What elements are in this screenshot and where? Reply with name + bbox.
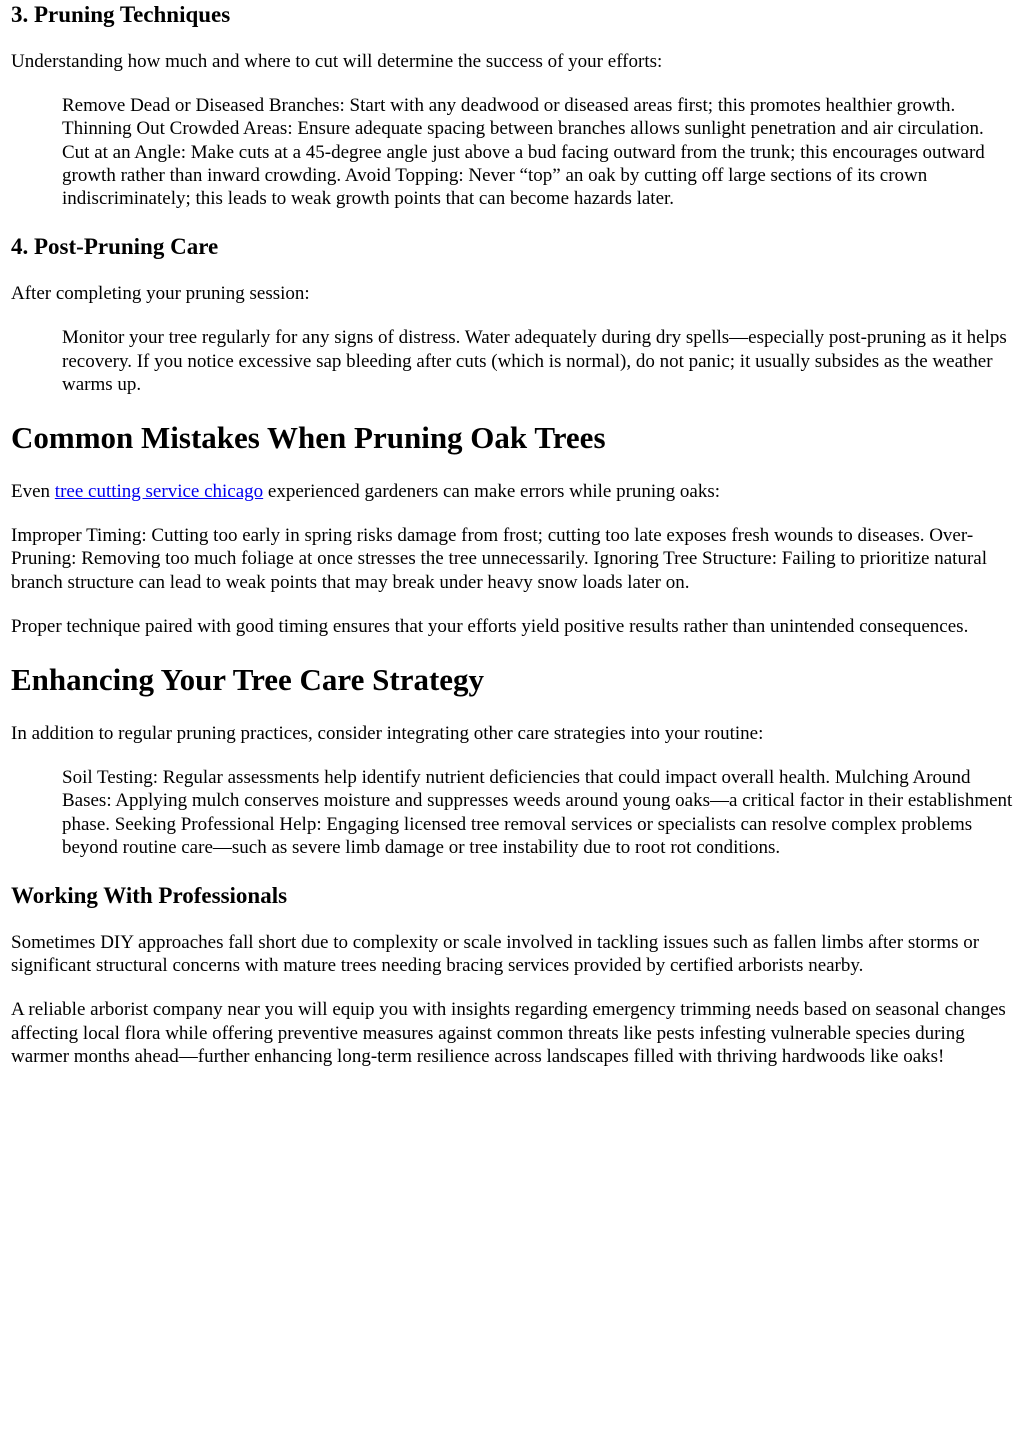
common-mistakes-heading: Common Mistakes When Pruning Oak Trees xyxy=(11,420,606,456)
professionals-paragraph-1: Sometimes DIY approaches fall short due to complexity or scale involved in tackling issues such as fallen limbs after storms or significant structural concerns with mature trees needing bracing services provided by certified arborists nearby. xyxy=(11,932,980,977)
professionals-heading: Working With Professionals xyxy=(11,883,288,909)
professionals-paragraph-2: A reliable arborist company near you will equip you with insights regarding emergency trimming needs based on seasonal changes affecting local flora while offering preventive measures against common threats like pests infesting vulnerable species during warmer months ahead—further enhancing long-term resilience across landscapes filled with thriving hardwoods like oaks! xyxy=(11,999,1006,1067)
pruning-techniques-heading: 3. Pruning Techniques xyxy=(11,2,231,27)
post-pruning-list: Monitor your tree regularly for any signs of distress. Water adequately during dry spells—especially post-pruning as it helps recovery. If you notice excessive sap bleeding after cuts (which is normal), do not panic; it usually subsides as the weather warms up. xyxy=(62,327,1007,395)
article-page xyxy=(0,1,1024,1449)
pruning-techniques-list: Remove Dead or Diseased Branches: Start with any deadwood or diseased areas first; this promotes healthier growth. Thinning Out Crowded Areas: Ensure adequate spacing between branches allows sunlight penetration and air circulation. Cut at an Angle: Make cuts at a 45-degree angle just above a bud facing outward from the trunk; this encourages outward growth rather than inward crowding. Avoid Topping: Never “top” an oak by cutting off large sections of its crown indiscriminately; this leads to weak growth points that can become hazards later. xyxy=(62,95,985,210)
common-mistakes-list: Improper Timing: Cutting too early in spring risks damage from frost; cutting too late exposes fresh wounds to diseases. Over-Pruning: Removing too much foliage at once stresses the tree unnecessarily. Ignoring Tree Structure: Failing to prioritize natural branch structure can lead to weak points that may break under heavy snow loads later on. xyxy=(11,525,987,593)
enhancing-heading: Enhancing Your Tree Care Strategy xyxy=(11,662,485,698)
common-mistakes-intro-start: Even xyxy=(11,481,55,503)
post-pruning-intro: After completing your pruning session: xyxy=(11,283,310,305)
tree-cutting-service-link[interactable]: tree cutting service chicago xyxy=(54,481,264,503)
pruning-techniques-intro: Understanding how much and where to cut will determine the success of your efforts: xyxy=(11,51,663,72)
common-mistakes-closing: Proper technique paired with good timing ensures that your efforts yield positive results rather than unintended consequences. xyxy=(11,615,969,637)
post-pruning-heading: 4. Post-Pruning Care xyxy=(11,234,219,260)
common-mistakes-intro-end: experienced gardeners can make errors while pruning oaks: xyxy=(263,481,721,503)
enhancing-list: Soil Testing: Regular assessments help identify nutrient deficiencies that could impact overall health. Mulching Around Bases: Applying mulch conserves moisture and suppresses weeds around young oaks—a critical factor in their establishment phase. Seeking Professional Help: Engaging licensed tree removal services or specialists can resolve complex problems beyond routine care—such as severe limb damage or tree instability due to root rot conditions. xyxy=(62,767,1013,858)
enhancing-intro: In addition to regular pruning practices, consider integrating other care strategies into your routine: xyxy=(11,723,764,745)
common-mistakes-intro xyxy=(11,480,1014,503)
